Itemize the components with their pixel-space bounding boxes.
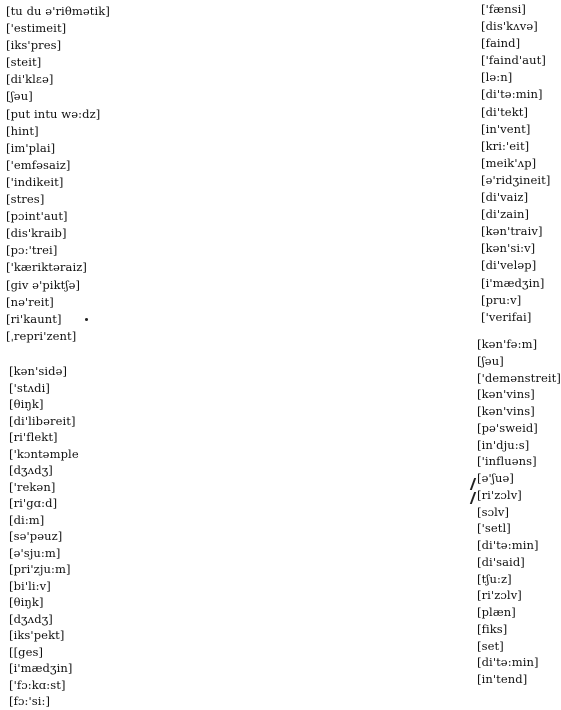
phonetic-entry: [sə'pəuz] <box>9 529 63 543</box>
phonetic-entry: [put intu wə:dz] <box>6 106 101 121</box>
phonetic-entry: [pɔ:'trei] <box>6 243 58 258</box>
phonetic-entry: [meik'ʌp] <box>481 155 537 170</box>
phonetic-entry: [di'veləp] <box>481 258 537 273</box>
phonetic-entry: [di'klɛə] <box>6 72 54 87</box>
phonetic-entry: [di'tə:min] <box>481 87 543 102</box>
phonetic-entry: ['rekən] <box>9 479 56 494</box>
phonetic-entry: [kən'sidə] <box>9 364 68 378</box>
phonetic-entry: ['kɔntəmple <box>9 446 79 461</box>
phonetic-entry: [ə'ridʒineit] <box>481 172 551 187</box>
phonetic-entry: [di'libəreit] <box>9 413 76 428</box>
phonetic-entry: [iks'pres] <box>6 38 62 53</box>
phonetic-entry: [ʃəu] <box>477 353 504 368</box>
phonetic-entry: [di:m] <box>9 512 45 527</box>
phonetic-entry: [ri'zɔlv] <box>477 588 522 603</box>
phonetic-entry: ['stʌdi] <box>9 380 50 395</box>
phonetic-entry: [ri'gɑ:d] <box>9 496 58 510</box>
phonetic-entry: [dʒʌdʒ] <box>9 463 53 477</box>
ink-dot-mark <box>85 318 88 321</box>
phonetic-entry: [tu du ə'riθmətik] <box>6 4 110 18</box>
phonetic-entry: [kən'si:v] <box>481 241 536 256</box>
phonetic-entry: [i'mædʒin] <box>481 275 545 290</box>
phonetic-entry: [pɔint'aut] <box>6 209 68 224</box>
phonetic-entry: [di'tə:min] <box>477 655 539 670</box>
phonetic-entry: [kən'vins] <box>477 404 535 418</box>
phonetic-entry: [ri'zɔlv] <box>477 487 522 502</box>
phonetic-entry: [kri:'eit] <box>481 138 530 153</box>
phonetic-entry: [sɔlv] <box>477 504 510 519</box>
phonetic-entry: [ri'kaunt] <box>6 311 62 326</box>
phonetic-entry: ['kæriktəraiz] <box>6 260 87 275</box>
phonetic-entry: ['fɔ:kɑ:st] <box>9 677 66 692</box>
phonetic-entry: [di'said] <box>477 554 525 569</box>
phonetic-entry: [im'plai] <box>6 140 56 155</box>
phonetic-entry: [θiŋk] <box>9 397 44 411</box>
phonetic-entry: [ə'sju:m] <box>9 545 61 560</box>
phonetic-column-bottom-left <box>9 363 79 710</box>
phonetic-entry: [nə'reit] <box>6 294 54 309</box>
phonetic-column-top-right <box>481 1 550 326</box>
phonetic-column-top-left <box>6 3 110 345</box>
phonetic-entry: [di'tekt] <box>481 104 529 119</box>
ink-tick-mark <box>470 478 476 490</box>
phonetic-entry: ['indikeit] <box>6 174 64 189</box>
phonetic-entry: ['faind'aut] <box>481 53 546 68</box>
phonetic-entry: [kən'traiv] <box>481 224 543 239</box>
phonetic-entry: [bi'li:v] <box>9 578 51 593</box>
phonetic-entry: [hint] <box>6 123 39 138</box>
phonetic-entry: [kən'vins] <box>477 387 535 402</box>
phonetic-entry: [dʒʌdʒ] <box>9 611 53 626</box>
phonetic-entry: [ə'ʃuə] <box>477 471 514 485</box>
phonetic-entry: [in'dju:s] <box>477 437 530 452</box>
phonetic-entry: ['verifai] <box>481 309 532 324</box>
ink-tick-mark <box>470 492 476 504</box>
phonetic-column-bottom-right <box>477 336 561 688</box>
phonetic-entry: ['setl] <box>477 521 511 536</box>
phonetic-entry: [pri'zju:m] <box>9 562 71 576</box>
phonetic-entry: [i'mædʒin] <box>9 661 73 675</box>
phonetic-entry: [di'vaiz] <box>481 190 529 205</box>
phonetic-entry: [[ges] <box>9 644 44 659</box>
phonetic-entry: [ʃəu] <box>6 89 33 104</box>
phonetic-entry: [di'zain] <box>481 207 530 222</box>
phonetic-entry: [fɔ:'si:] <box>9 694 51 708</box>
phonetic-entry: ['fænsi] <box>481 2 526 16</box>
phonetic-entry: ['estimeit] <box>6 21 67 36</box>
phonetic-entry: [in'tend] <box>477 672 528 686</box>
phonetic-entry: [in'vent] <box>481 121 531 136</box>
phonetic-entry: [plæn] <box>477 605 516 619</box>
phonetic-entry: [tʃu:z] <box>477 571 512 586</box>
phonetic-entry: [lə:n] <box>481 70 513 85</box>
phonetic-entry: [giv ə'piktʃə] <box>6 277 81 292</box>
phonetic-entry: [pru:v] <box>481 292 522 307</box>
phonetic-entry: ['demənstreit] <box>477 370 561 385</box>
phonetic-entry: [ri'flekt] <box>9 430 58 444</box>
phonetic-entry: [steit] <box>6 55 42 70</box>
phonetic-entry: [iks'pekt] <box>9 628 65 642</box>
phonetic-entry: [θiŋk] <box>9 595 44 609</box>
phonetic-entry: ['influəns] <box>477 454 537 469</box>
phonetic-entry: [di'tə:min] <box>477 538 539 552</box>
phonetic-entry: [pə'sweid] <box>477 420 538 435</box>
phonetic-entry: [set] <box>477 638 504 653</box>
phonetic-entry: [dis'kʌvə] <box>481 19 538 34</box>
phonetic-entry: ['emfəsaiz] <box>6 157 71 172</box>
phonetic-entry: [dis'kraib] <box>6 226 67 241</box>
phonetic-entry: [stres] <box>6 192 45 207</box>
phonetic-entry: [kən'fə:m] <box>477 337 538 351</box>
phonetic-entry: [faind] <box>481 36 521 51</box>
phonetic-entry: [fiks] <box>477 621 508 636</box>
phonetic-entry: [ˌrepri'zent] <box>6 328 77 343</box>
